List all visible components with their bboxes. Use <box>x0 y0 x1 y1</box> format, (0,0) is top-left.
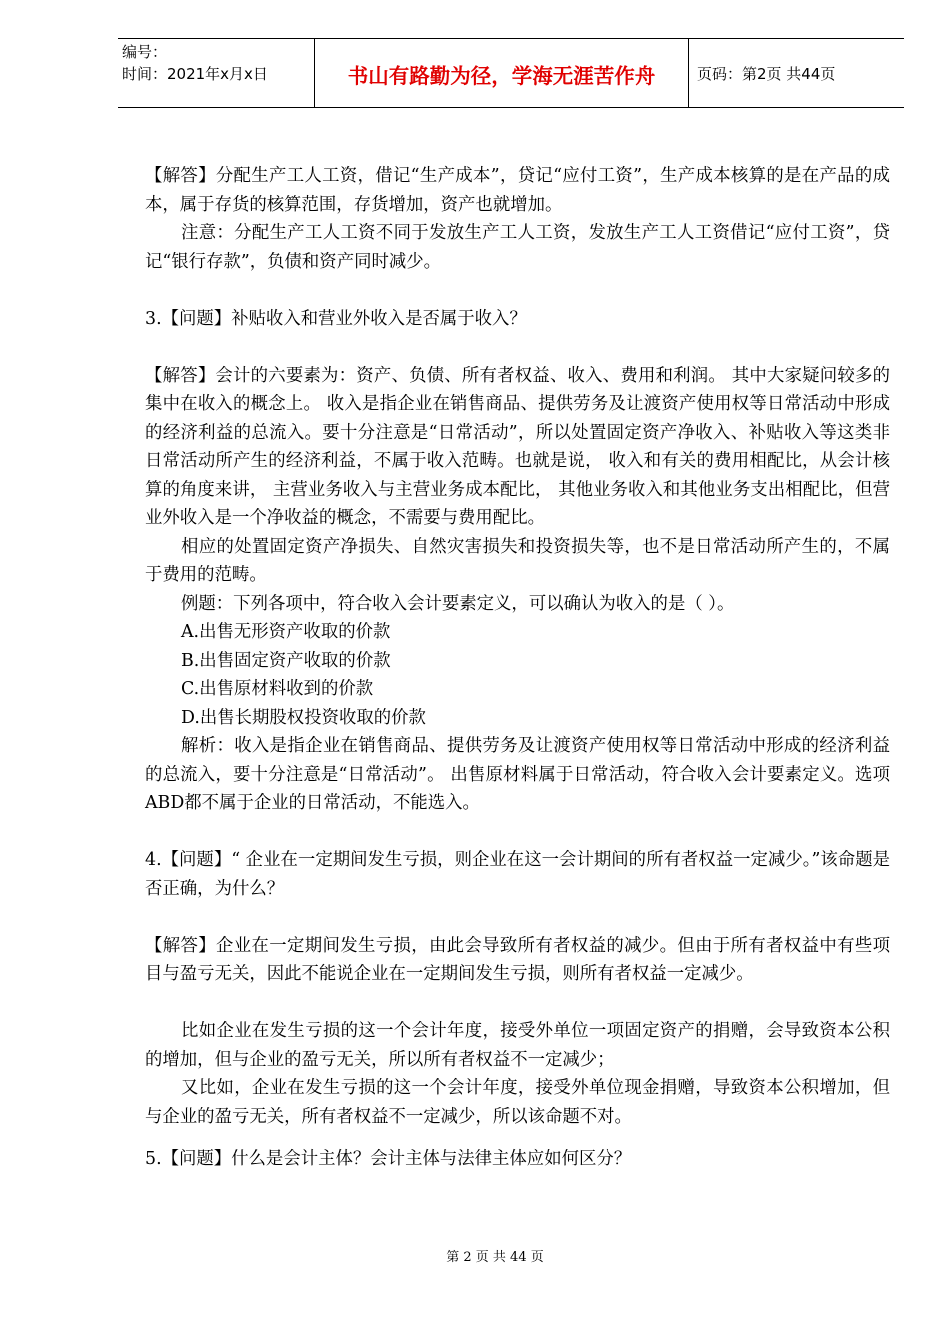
header-motto-cell <box>315 39 689 107</box>
example-question: 例题：下列各项中，符合收入会计要素定义，可以确认为收入的是（ ）。 <box>181 593 735 614</box>
note-paragraph: 注意：分配生产工人工资不同于发放生产工人工资，发放生产工人工资借记“应付工资”，贷记“银行存款”，负债和资产同时减少。 <box>145 223 890 272</box>
page-header <box>118 38 904 108</box>
document-body <box>145 162 890 1174</box>
analysis-paragraph: 解析：收入是指企业在销售商品、提供劳务及让渡资产使用权等日常活动中形成的经济利益的总流入，要十分注意是“日常活动”。 出售原材料属于日常活动，符合收入会计要素定义。选项 ABD都不属于企业的日常活动，不能选入。 <box>145 736 890 813</box>
option-b: B.出售固定资产收取的价款 <box>181 650 391 671</box>
body-paragraph: 又比如，企业在发生亏损的这一个会计年度，接受外单位现金捐赠，导致资本公积增加，但与企业的盈亏无关，所有者权益不一定减少，所以该命题不对。 <box>145 1078 890 1127</box>
question-heading: 5.【问题】什么是会计主体？会计主体与法律主体应如何区分？ <box>145 1149 632 1169</box>
option-a: A.出售无形资产收取的价款 <box>181 622 391 642</box>
header-page-info: 页码：第2页 共44页 <box>697 65 836 83</box>
header-page-cell <box>689 39 904 107</box>
page-footer: 第 2 页 共 44 页 <box>446 1250 544 1265</box>
header-meta-cell <box>118 39 315 107</box>
answer-paragraph: 【解答】会计的六要素为：资产、负债、所有者权益、收入、费用和利润。 其中大家疑问较多的集中在收入的概念上。 收入是指企业在销售商品、提供劳务及让渡资产使用权等日常活动中形成的经济利益的总流入。要十分注意是“日常活动”，所以处置固定资产净收入、补贴收入等这类非日常活动所产生的经济利益，不属于收入范畴。也就是说， 收入和有关的费用相配比，从会计核算的角度来讲， 主营业务收入与主营业务成本配比， 其他业务收入和其他业务支出相配比，但营业外收入是一个净收益的概念，不需要与费用配比。 <box>145 365 890 528</box>
option-c: C.出售原材料收到的价款 <box>181 679 374 699</box>
header-motto: 书山有路勤为径，学海无涯苦作舟 <box>347 64 656 88</box>
body-paragraph: 相应的处置固定资产净损失、自然灾害损失和投资损失等，也不是日常活动所产生的，不属于费用的范畴。 <box>145 536 890 585</box>
question-heading: 4.【问题】“ 企业在一定期间发生亏损，则企业在这一会计期间的所有者权益一定减少。”该命题是否正确，为什么？ <box>145 850 890 899</box>
date-label: 时间：2021年x月x日 <box>122 65 268 83</box>
answer-paragraph: 【解答】分配生产工人工资，借记“生产成本”，贷记“应付工资”，生产成本核算的是在产品的成本，属于存货的核算范围，存货增加，资产也就增加。 <box>145 166 890 215</box>
question-heading: 3.【问题】补贴收入和营业外收入是否属于收入？ <box>145 308 527 329</box>
option-d: D.出售长期股权投资收取的价款 <box>181 707 426 728</box>
serial-number-label: 编号： <box>122 43 168 61</box>
body-paragraph: 比如企业在发生亏损的这一个会计年度，接受外单位一项固定资产的捐赠，会导致资本公积的增加，但与企业的盈亏无关，所以所有者权益不一定减少； <box>145 1021 890 1070</box>
answer-paragraph: 【解答】企业在一定期间发生亏损，由此会导致所有者权益的减少。但由于所有者权益中有些项目与盈亏无关，因此不能说企业在一定期间发生亏损，则所有者权益一定减少。 <box>145 935 890 984</box>
